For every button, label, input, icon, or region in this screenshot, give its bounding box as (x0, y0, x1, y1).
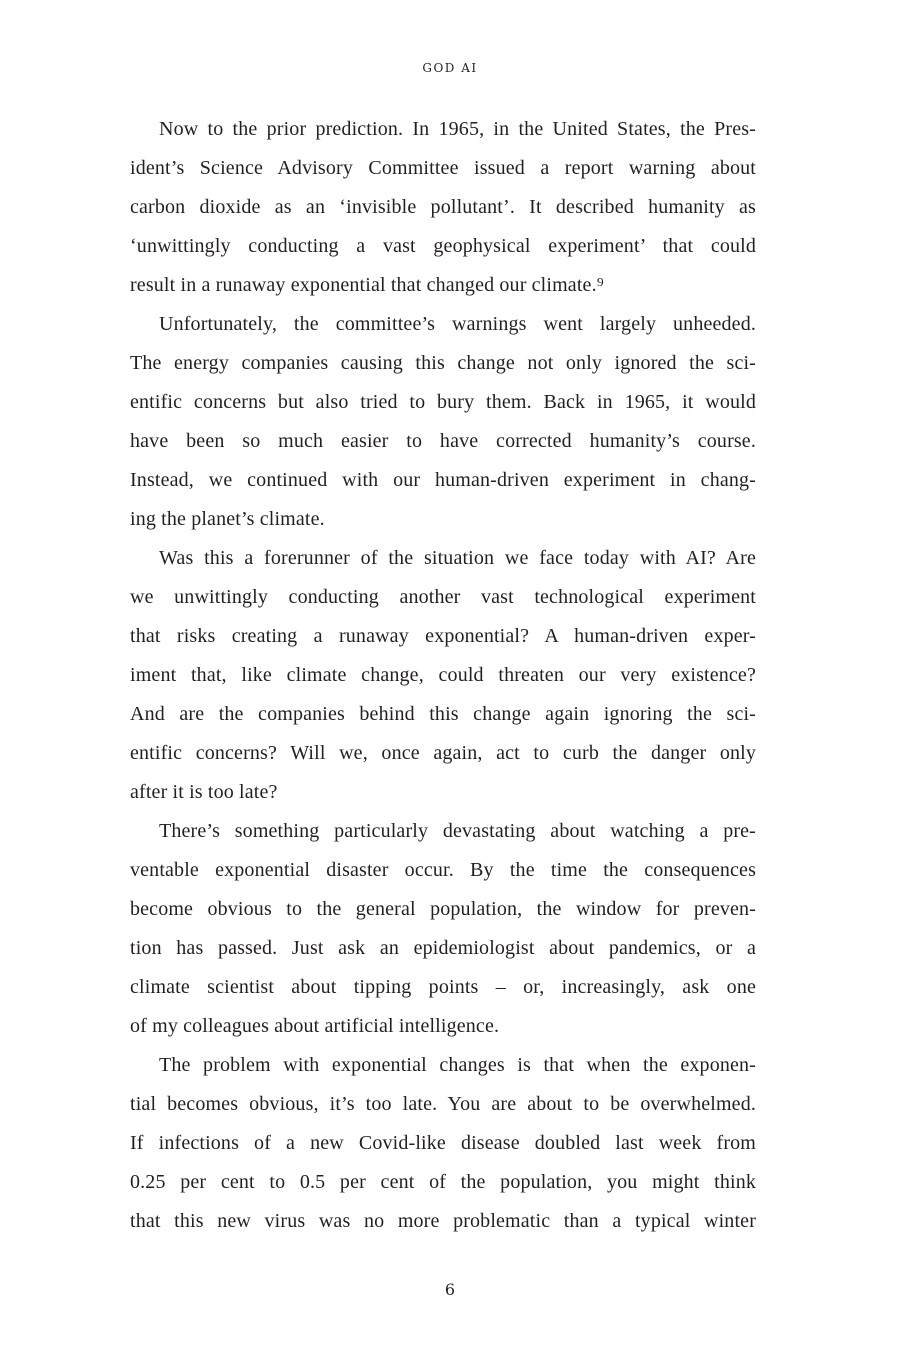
paragraph-2 (130, 305, 756, 539)
text-line: become obvious to the general population, the window for preven- (130, 898, 756, 920)
paragraph-5 (130, 1046, 756, 1241)
text-line: of my colleagues about artificial intelligence. (130, 1015, 500, 1037)
text-line: ing the planet’s climate. (130, 508, 325, 530)
text-line: that this new virus was no more problematic than a typical winter (130, 1210, 756, 1232)
text-line: we unwittingly conducting another vast technological experiment (130, 586, 756, 608)
text-line: entific concerns? Will we, once again, act to curb the danger only (130, 742, 756, 764)
text-line: iment that, like climate change, could threaten our very existence? (130, 664, 756, 686)
text-line: carbon dioxide as an ‘invisible pollutant’. It described humanity as (130, 196, 756, 218)
text-line: entific concerns but also tried to bury them. Back in 1965, it would (130, 391, 756, 413)
text-line: The problem with exponential changes is that when the exponen- (159, 1054, 756, 1076)
text-line: Was this a forerunner of the situation we face today with AI? Are (159, 547, 756, 569)
text-line: 0.25 per cent to 0.5 per cent of the population, you might think (130, 1171, 756, 1193)
text-line: The energy companies causing this change not only ignored the sci- (130, 352, 756, 374)
text-line: after it is too late? (130, 781, 278, 803)
paragraph-3 (130, 539, 756, 812)
page-number: 6 (444, 1280, 456, 1299)
running-head: GOD AI (422, 61, 478, 75)
text-line: ‘unwittingly conducting a vast geophysical experiment’ that could (130, 235, 756, 257)
text-line: climate scientist about tipping points – or, increasingly, ask one (130, 976, 756, 998)
text-line: have been so much easier to have corrected humanity’s course. (130, 430, 756, 452)
text-line: If infections of a new Covid-like disease doubled last week from (130, 1132, 756, 1154)
text-line: that risks creating a runaway exponential? A human-driven exper- (130, 625, 756, 647)
text-line: tion has passed. Just ask an epidemiologist about pandemics, or a (130, 937, 756, 959)
text-line: There’s something particularly devastating about watching a pre- (159, 820, 756, 842)
text-line: result in a runaway exponential that changed our climate.⁹ (130, 274, 604, 296)
text-line: Unfortunately, the committee’s warnings went largely unheeded. (159, 313, 756, 335)
text-line: ventable exponential disaster occur. By the time the consequences (130, 859, 756, 881)
text-line: And are the companies behind this change again ignoring the sci- (130, 703, 756, 725)
body-text (130, 110, 756, 1241)
paragraph-4 (130, 812, 756, 1046)
paragraph-1 (130, 110, 756, 305)
text-line: ident’s Science Advisory Committee issued a report warning about (130, 157, 756, 179)
text-line: tial becomes obvious, it’s too late. You are about to be overwhelmed. (130, 1093, 756, 1115)
text-line: Instead, we continued with our human-driven experiment in chang- (130, 469, 756, 491)
text-line: Now to the prior prediction. In 1965, in the United States, the Pres- (159, 118, 756, 140)
